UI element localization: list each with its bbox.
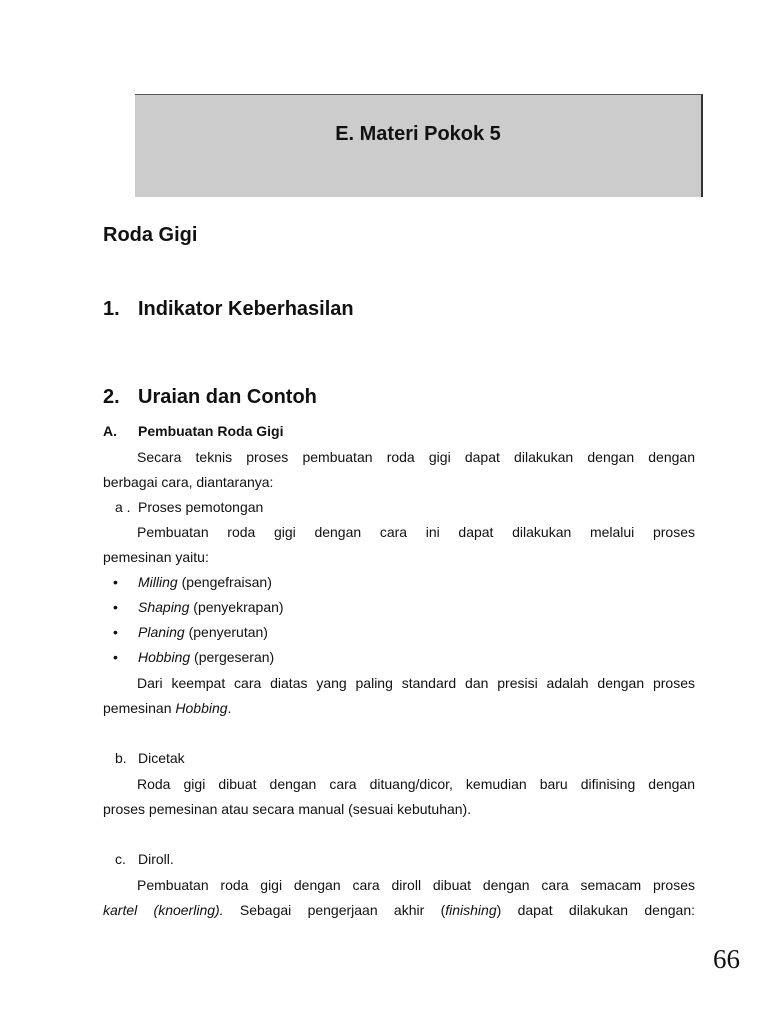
item-a-para-line-2: pemesinan yaitu: xyxy=(103,549,209,565)
section-number: 1. xyxy=(103,298,120,320)
intro-line-1: Secara teknis proses pembuatan roda gigi dapat dilakukan dengan dengan xyxy=(137,449,695,465)
section-header-box xyxy=(135,94,703,197)
item-a-conclusion-line-2 xyxy=(103,700,231,716)
subsection-title: Pembuatan Roda Gigi xyxy=(138,423,284,439)
list-item xyxy=(113,624,268,640)
item-c-end: ) dapat dilakukan dengan: xyxy=(496,902,695,918)
intro-line-2: berbagai cara, diantaranya: xyxy=(103,474,274,490)
subsection-heading xyxy=(103,423,283,439)
page-number: 66 xyxy=(713,944,740,974)
item-a-conclusion-line-1: Dari keempat cara diatas yang paling standard dan presisi adalah dengan proses xyxy=(137,675,695,691)
item-c-title: Diroll. xyxy=(138,851,174,867)
item-c-para-line-2 xyxy=(103,902,695,918)
item-b-heading xyxy=(115,750,185,766)
bullet-icon: • xyxy=(113,649,118,665)
conclusion-suffix: . xyxy=(227,700,232,716)
list-item xyxy=(113,649,274,665)
list-item xyxy=(113,574,272,590)
bullet-icon: • xyxy=(113,624,118,640)
section-title: Indikator Keberhasilan xyxy=(138,298,354,320)
bullet-desc: (penyekrapan) xyxy=(189,599,284,615)
conclusion-term: Hobbing xyxy=(175,700,228,716)
item-a-title: Proses pemotongan xyxy=(138,499,264,515)
section-heading-1 xyxy=(103,298,354,321)
item-c-para-line-1: Pembuatan roda gigi dengan cara diroll dibuat dengan cara semacam proses xyxy=(137,877,695,893)
topic-title: Roda Gigi xyxy=(103,224,198,246)
bullet-icon: • xyxy=(113,574,118,590)
item-b-label: b. xyxy=(115,750,127,766)
subsection-label: A. xyxy=(103,423,117,439)
item-a-para-line-1: Pembuatan roda gigi dengan cara ini dapat dilakukan melalui proses xyxy=(137,524,695,540)
bullet-term: Shaping xyxy=(138,599,190,615)
bullet-desc: (penyerutan) xyxy=(184,624,268,640)
bullet-term: Hobbing xyxy=(138,649,191,665)
item-b-title: Dicetak xyxy=(138,750,185,766)
item-a-label: a . xyxy=(115,499,131,515)
item-c-label: c. xyxy=(115,851,126,867)
section-heading-2 xyxy=(103,386,317,409)
kartel-term: kartel (knoerling). xyxy=(103,902,224,918)
section-header-title: E. Materi Pokok 5 xyxy=(335,123,501,145)
bullet-term: Planing xyxy=(138,624,185,640)
bullet-term: Milling xyxy=(138,574,178,590)
list-item xyxy=(113,599,284,615)
conclusion-prefix: pemesinan xyxy=(103,700,176,716)
finishing-term: finishing xyxy=(445,902,497,918)
section-title: Uraian dan Contoh xyxy=(138,386,317,408)
bullet-icon: • xyxy=(113,599,118,615)
bullet-desc: (pengefraisan) xyxy=(177,574,272,590)
item-b-para-line-2: proses pemesinan atau secara manual (sesuai kebutuhan). xyxy=(103,801,472,817)
item-c-mid: Sebagai pengerjaan akhir ( xyxy=(223,902,446,918)
item-b-para-line-1: Roda gigi dibuat dengan cara dituang/dicor, kemudian baru difinising dengan xyxy=(137,776,695,792)
item-a-heading xyxy=(115,499,263,515)
section-number: 2. xyxy=(103,386,120,408)
bullet-desc: (pergeseran) xyxy=(190,649,275,665)
item-c-heading xyxy=(115,851,174,867)
